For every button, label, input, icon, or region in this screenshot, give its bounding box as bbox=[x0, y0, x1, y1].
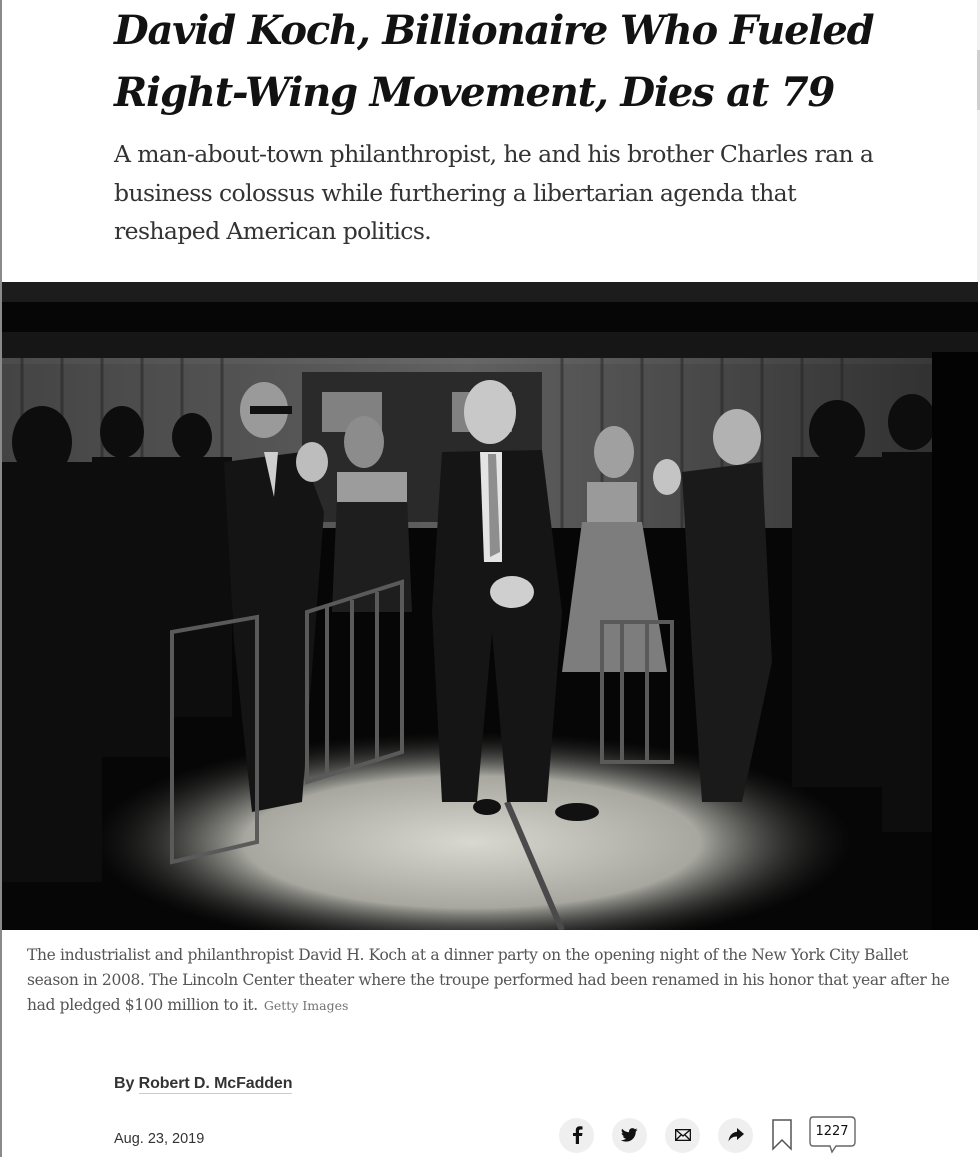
email-share-button[interactable] bbox=[665, 1118, 700, 1153]
publish-date: Aug. 23, 2019 bbox=[114, 1131, 205, 1147]
facebook-share-button[interactable] bbox=[559, 1118, 594, 1153]
share-arrow-icon bbox=[728, 1128, 744, 1142]
email-icon bbox=[675, 1129, 691, 1141]
headline: David Koch, Billionaire Who Fueled Right-Wing Movement, Dies at 79 bbox=[114, 7, 874, 116]
photo-credit: Getty Images bbox=[263, 998, 349, 1013]
byline bbox=[114, 1075, 292, 1093]
facebook-icon bbox=[571, 1126, 583, 1144]
more-share-button[interactable] bbox=[718, 1118, 753, 1153]
byline-prefix: By bbox=[114, 1075, 135, 1092]
lead-photo bbox=[2, 282, 978, 930]
twitter-icon bbox=[621, 1128, 638, 1142]
caption-text: The industrialist and philanthropist David H. Koch at a dinner party on the opening night of the New York City Ballet season in 2008. The Lincoln Center theater where the troupe performed had been renamed in his honor that year after he had pledged $100 million to it. bbox=[27, 946, 950, 1014]
comment-count: 1227 bbox=[815, 1123, 849, 1139]
author-link[interactable]: Robert D. McFadden bbox=[138, 1075, 293, 1092]
article-summary: A man-about-town philanthropist, he and his brother Charles ran a business colossus while furthering a libertarian agenda that reshaped American politics. bbox=[114, 140, 874, 245]
share-toolbar bbox=[559, 1117, 857, 1153]
comments-button[interactable] bbox=[809, 1116, 857, 1154]
bookmark-icon bbox=[771, 1119, 793, 1151]
save-bookmark-button[interactable] bbox=[771, 1119, 793, 1151]
photo-caption bbox=[27, 943, 957, 1018]
twitter-share-button[interactable] bbox=[612, 1118, 647, 1153]
